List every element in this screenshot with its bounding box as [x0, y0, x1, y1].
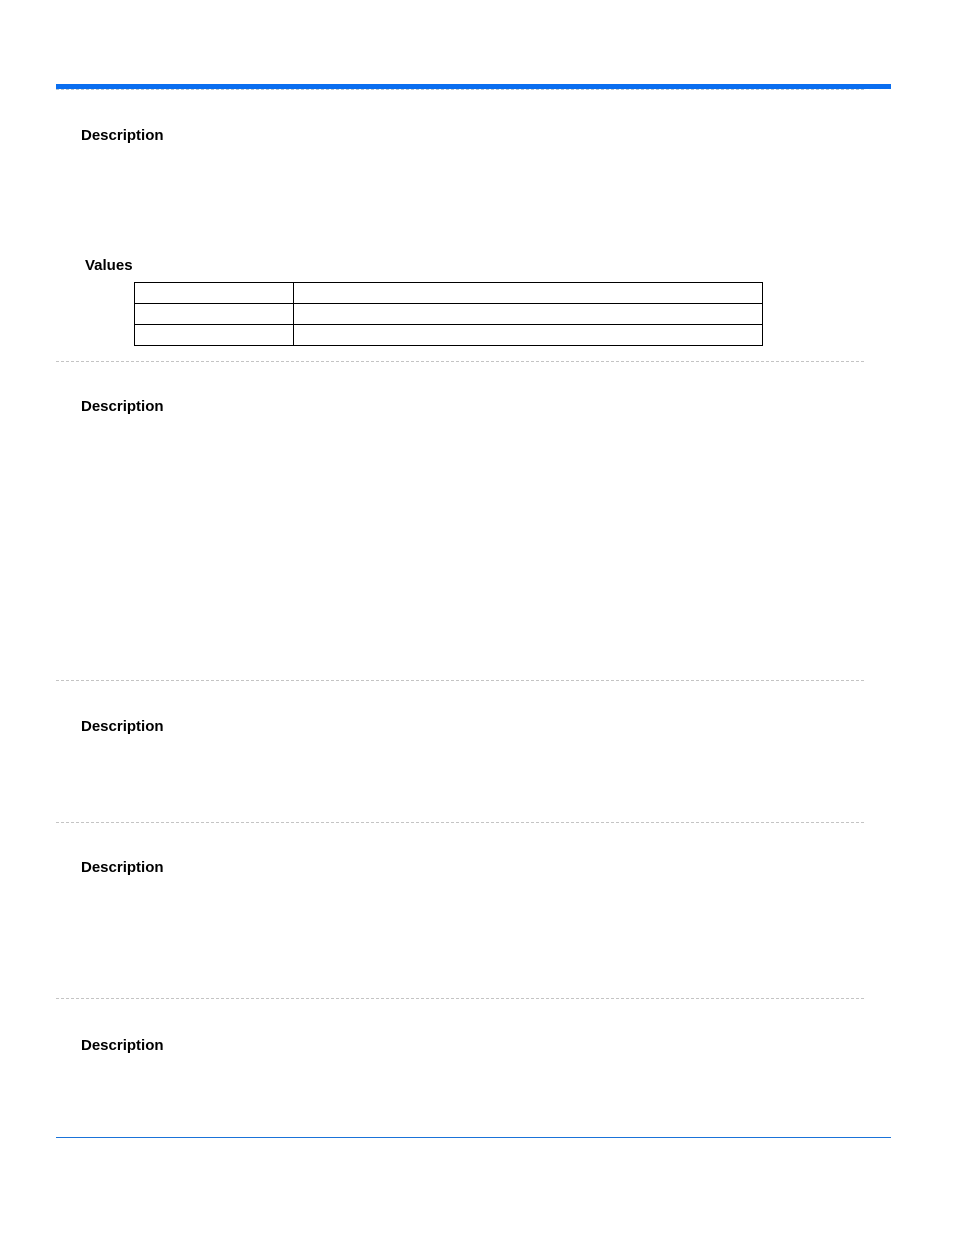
table-row	[135, 304, 763, 325]
section-divider	[56, 998, 864, 999]
footer-rule	[56, 1137, 891, 1138]
table-cell	[294, 325, 763, 346]
header-dashed-divider	[56, 89, 864, 90]
table-cell	[135, 283, 294, 304]
table-cell	[135, 304, 294, 325]
section-2-heading: Description	[81, 398, 164, 415]
section-4-heading: Description	[81, 859, 164, 876]
values-table	[134, 282, 763, 346]
table-cell	[294, 283, 763, 304]
table-row	[135, 325, 763, 346]
table-row	[135, 283, 763, 304]
section-divider	[56, 361, 864, 362]
table-cell	[135, 325, 294, 346]
section-1-heading: Description	[81, 127, 164, 144]
section-divider	[56, 680, 864, 681]
section-3-heading: Description	[81, 718, 164, 735]
section-5-heading: Description	[81, 1037, 164, 1054]
values-heading: Values	[85, 257, 133, 274]
section-divider	[56, 822, 864, 823]
table-cell	[294, 304, 763, 325]
